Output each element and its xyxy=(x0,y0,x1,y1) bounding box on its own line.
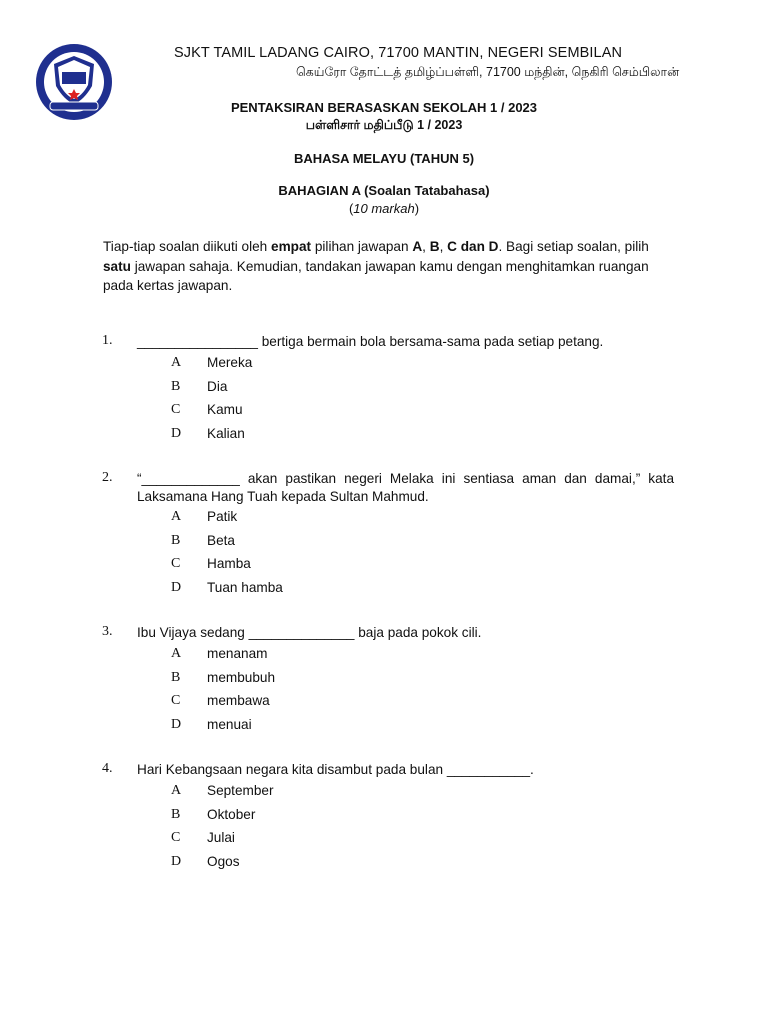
question-number: 3. xyxy=(102,624,113,639)
options-list xyxy=(171,783,274,877)
question-number: 1. xyxy=(102,333,113,348)
option-b xyxy=(171,807,274,831)
instr-text: pilihan jawapan xyxy=(311,239,413,254)
option-text: Oktober xyxy=(207,806,256,822)
option-text: Kamu xyxy=(207,402,243,418)
option-letter: A xyxy=(171,646,182,661)
instr-text: . Bagi setiap soalan, pilih xyxy=(498,239,649,254)
option-d xyxy=(171,426,252,450)
option-text: Mereka xyxy=(207,355,253,370)
option-b xyxy=(171,533,283,557)
question-stem: “_____________ akan pastikan negeri Melaka ini sentiasa aman dan damai,” kata Laksamana Hang Tuah kepada Sultan Mahmud. xyxy=(137,471,674,504)
subject-title: BAHASA MELAYU (TAHUN 5) xyxy=(293,151,475,166)
option-d xyxy=(171,854,274,878)
option-a xyxy=(171,646,275,670)
option-text: Julai xyxy=(207,830,235,846)
option-text: menanam xyxy=(207,646,268,661)
option-letter: A xyxy=(171,509,182,524)
option-c xyxy=(171,693,275,717)
question-stem: Ibu Vijaya sedang ______________ baja pada pokok cili. xyxy=(137,625,482,640)
instr-text: , xyxy=(439,239,448,254)
option-text: menuai xyxy=(207,716,252,732)
option-a xyxy=(171,355,252,379)
instr-bold: B xyxy=(429,239,440,254)
option-text: Kalian xyxy=(207,425,245,441)
option-text: Ogos xyxy=(207,853,240,869)
option-text: Hamba xyxy=(207,556,251,572)
option-letter: D xyxy=(171,579,182,595)
option-b xyxy=(171,379,252,403)
question-stem: Hari Kebangsaan negara kita disambut pada bulan ___________. xyxy=(137,762,534,777)
option-text: Patik xyxy=(207,509,238,524)
exam-title: PENTAKSIRAN BERASASKAN SEKOLAH 1 / 2023 xyxy=(230,100,538,115)
option-text: Tuan hamba xyxy=(207,579,283,595)
option-letter: C xyxy=(171,556,181,572)
school-name-tamil: கெய்ரோ தோட்டத் தமிழ்ப்பள்ளி, 71700 மந்தின், நெகிரி செம்பிலான் xyxy=(296,65,680,79)
option-letter: C xyxy=(171,830,181,846)
option-letter: B xyxy=(171,532,181,548)
option-letter: B xyxy=(171,378,181,394)
option-letter: D xyxy=(171,853,182,869)
instr-bold: A xyxy=(412,239,423,254)
option-d xyxy=(171,717,275,741)
question-number: 4. xyxy=(102,761,113,776)
instr-text: Tiap-tiap soalan diikuti oleh xyxy=(103,239,272,254)
option-letter: B xyxy=(171,669,181,685)
marks-close: ) xyxy=(414,201,420,216)
option-letter: A xyxy=(171,355,182,370)
option-letter: C xyxy=(171,693,181,709)
option-text: Beta xyxy=(207,532,235,548)
instructions xyxy=(103,237,673,296)
options-list xyxy=(171,646,275,740)
instr-bold: C dan D xyxy=(447,239,499,254)
option-letter: C xyxy=(171,402,181,418)
options-list xyxy=(171,355,252,449)
option-letter: A xyxy=(171,783,182,798)
option-letter: D xyxy=(171,425,182,441)
option-a xyxy=(171,783,274,807)
option-c xyxy=(171,556,283,580)
option-text: Dia xyxy=(207,378,228,394)
question-stem: ________________ bertiga bermain bola bersama-sama pada setiap petang. xyxy=(137,334,604,349)
section-title: BAHAGIAN A (Soalan Tatabahasa) xyxy=(278,183,490,198)
option-text: membawa xyxy=(207,693,270,709)
option-c xyxy=(171,402,252,426)
instr-text: , xyxy=(422,239,430,254)
instr-bold: satu xyxy=(103,258,131,274)
instr-bold: empat xyxy=(271,239,312,254)
option-letter: D xyxy=(171,716,182,732)
marks-text: 10 markah xyxy=(353,201,415,216)
option-d xyxy=(171,580,283,604)
option-a xyxy=(171,509,283,533)
exam-title-tamil: பள்ளிசார் மதிப்பீடு 1 / 2023 xyxy=(305,118,463,132)
marks-label xyxy=(0,201,768,216)
options-list xyxy=(171,509,283,603)
option-letter: B xyxy=(171,806,181,822)
instr-text: jawapan sahaja. Kemudian, tandakan jawapan kamu dengan menghitamkan ruangan pada kertas jawapan. xyxy=(103,258,649,293)
marks-open: ( xyxy=(348,201,354,216)
option-b xyxy=(171,670,275,694)
option-text: September xyxy=(207,783,274,798)
option-c xyxy=(171,830,274,854)
school-name-english: SJKT TAMIL LADANG CAIRO, 71700 MANTIN, NEGERI SEMBILAN xyxy=(174,45,623,61)
question-number: 2. xyxy=(102,470,113,485)
option-text: membubuh xyxy=(207,669,276,685)
